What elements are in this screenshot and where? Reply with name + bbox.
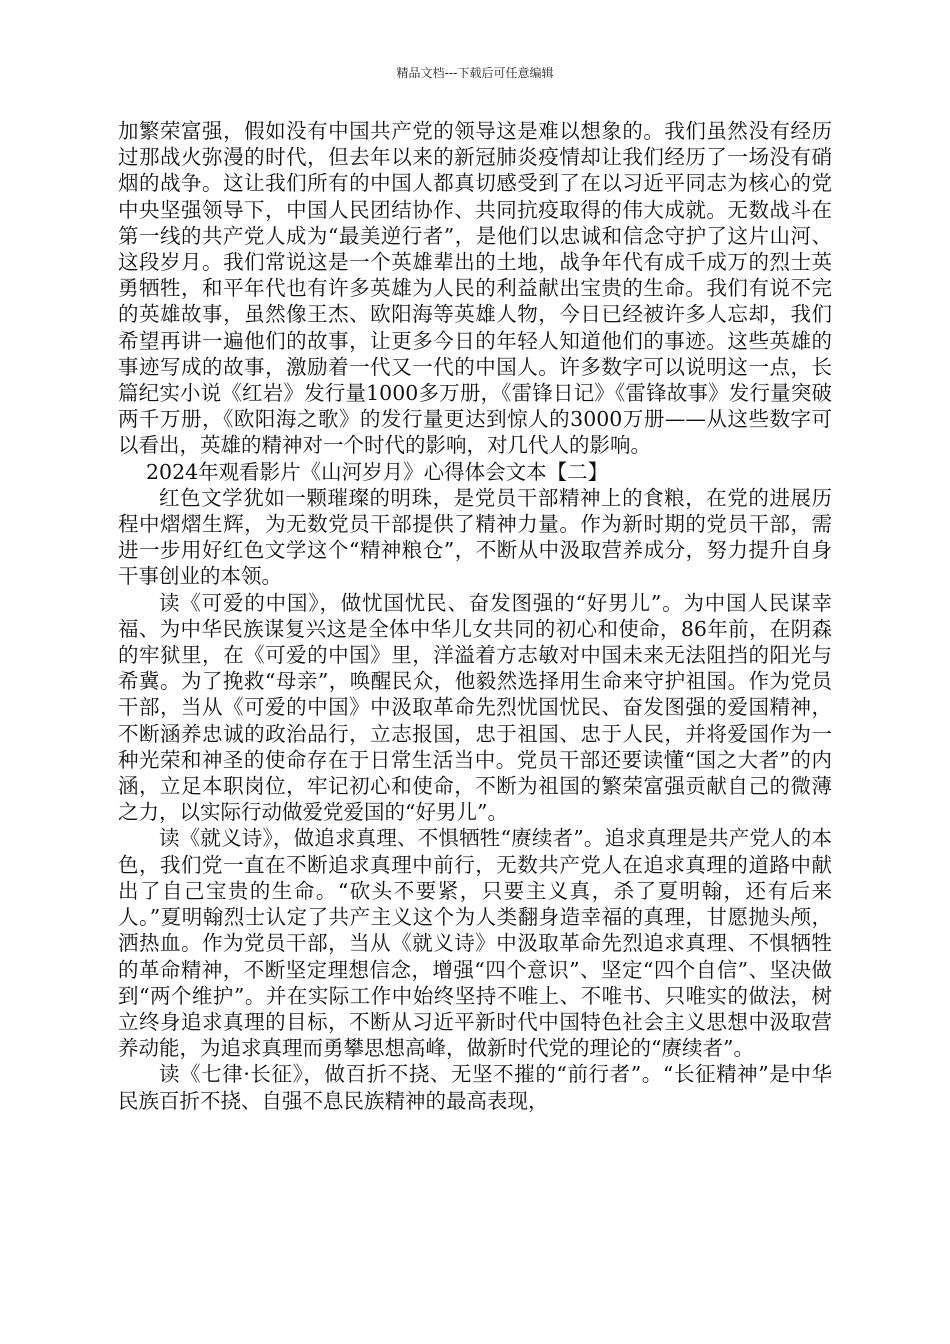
- paragraph-red-literature: 红色文学犹如一颗璀璨的明珠，是党员干部精神上的食粮，在党的进展历程中熠熠生辉，为无数党员干部提供了精神力量。作为新时期的党员干部，需进一步用好红色文学这个“精神粮仓”，不断从中汲取营养成分，努力提升自身干事创业的本领。: [118, 485, 832, 589]
- paragraph-long-march: 读《七律·长征》，做百折不挠、无坚不摧的“前行者”。“长征精神”是中华民族百折不挠、自强不息民族精神的最高表现，: [118, 1062, 832, 1113]
- paragraph-lovely-china: 读《可爱的中国》，做忧国忧民、奋发图强的“好男儿”。为中国人民谋幸福、为中华民族谋复兴这是全体中华儿女共同的初心和使命，86年前，在阴森的牢狱里，在《可爱的中国》里，洋溢着方志敏对中国未来无法阻挡的阳光与希冀。为了挽救“母亲”，唤醒民众，他毅然选择用生命来守护祖国。作为党员干部，当从《可爱的中国》中汲取革命先烈忧国忧民、奋发图强的爱国精神，不断涵养忠诚的政治品行，立志报国，忠于祖国、忠于人民，并将爱国作为一种光荣和神圣的使命存在于日常生活当中。党员干部还要读懂“国之大者”的内涵，立足本职岗位，牢记初心和使命，不断为祖国的繁荣富强贡献自己的微薄之力，以实际行动做爱党爱国的“好男儿”。: [118, 590, 832, 825]
- page-header: 精品文档---下载后可任意编辑: [396, 66, 554, 80]
- paragraph-martyr-poem: 读《就义诗》，做追求真理、不惧牺牲“赓续者”。追求真理是共产党人的本色，我们党一直在不断追求真理中前行，无数共产党人在追求真理的道路中献出了自己宝贵的生命。“砍头不要紧，只要主义真，杀了夏明翰，还有后来人。”夏明翰烈士认定了共产主义这个为人类翻身造幸福的真理，甘愿抛头颅，洒热血。作为党员干部，当从《就义诗》中汲取革命先烈追求真理、不惧牺牲的革命精神，不断坚定理想信念，增强“四个意识”、坚定“四个自信”、坚决做到“两个维护”。并在实际工作中始终坚持不唯上、不唯书、只唯实的做法，树立终身追求真理的目标，不断从习近平新时代中国特色社会主义思想中汲取营养动能，为追求真理而勇攀思想高峰，做新时代党的理论的“赓续者”。: [118, 826, 832, 1061]
- section-title: 2024年观看影片《山河岁月》心得体会文本【二】: [146, 459, 609, 484]
- paragraph-heroes: 加繁荣富强，假如没有中国共产党的领导这是难以想象的。我们虽然没有经历过那战火弥漫的时代，但去年以来的新冠肺炎疫情却让我们经历了一场没有硝烟的战争。这让我们所有的中国人都真切感受到了在以习近平同志为核心的党中央坚强领导下，中国人民团结协作、共同抗疫取得的伟大成就。无数战斗在第一线的共产党人成为“最美逆行者”，是他们以忠诚和信念守护了这片山河、这段岁月。我们常说这是一个英雄辈出的土地，战争年代有成千成万的烈士英勇牺牲，和平年代也有许多英雄为人民的利益献出宝贵的生命。我们有说不完的英雄故事，虽然像王杰、欧阳海等英雄人物，今日已经被许多人忘却，我们希望再讲一遍他们的故事，让更多今日的年轻人知道他们的事迹。这些英雄的事迹写成的故事，激励着一代又一代的中国人。许多数字可以说明这一点，长篇纪实小说《红岩》发行量1000多万册，《雷锋日记》《雷锋故事》发行量突破两千万册，《欧阳海之歌》的发行量更达到惊人的3000万册——从这些数字可以看出，英雄的精神对一个时代的影响，对几代人的影响。: [118, 119, 832, 458]
- document-body: [118, 118, 832, 1114]
